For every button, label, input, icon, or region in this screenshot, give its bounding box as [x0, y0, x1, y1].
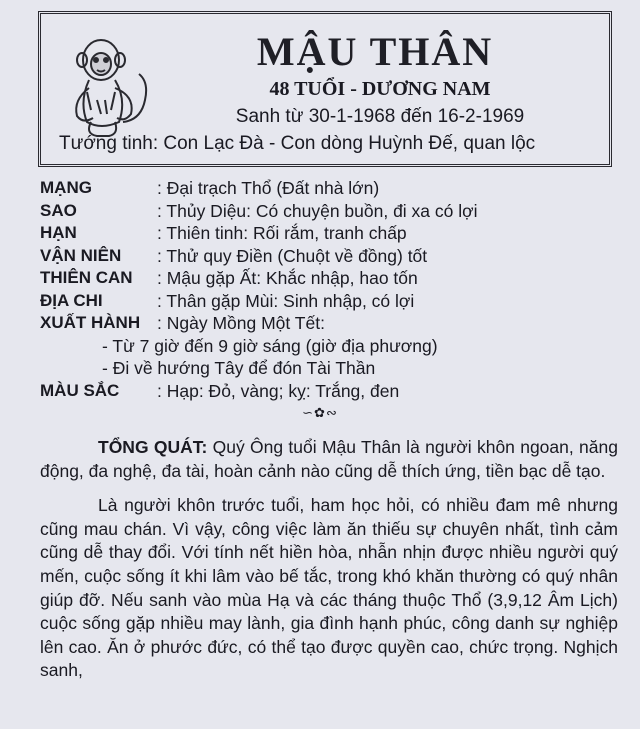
attr-value: : Hạp: Đỏ, vàng; kỵ: Trắng, đen — [157, 380, 400, 401]
attr-row-mau-sac — [40, 380, 620, 403]
attr-value: : Mậu gặp Ất: Khắc nhập, hao tốn — [157, 268, 418, 288]
attr-row-thien-can — [40, 267, 620, 290]
guardian-star: Tướng tinh: Con Lạc Đà - Con dòng Huỳnh Đế, quan lộc — [59, 133, 536, 154]
attr-key: SAO — [40, 200, 77, 220]
attr-value: : Thủy Diệu: Có chuyện buồn, đi xa có lợi — [157, 200, 478, 221]
attr-key: VẬN NIÊN — [40, 245, 122, 265]
overview-lead: TỔNG QUÁT: — [98, 437, 208, 457]
attr-value: : Ngày Mồng Một Tết: — [157, 313, 325, 333]
attr-key: XUẤT HÀNH — [40, 313, 141, 332]
attr-value: : Thiên tinh: Rối rắm, tranh chấp — [157, 223, 407, 243]
page-title: MẬU THÂN — [256, 29, 494, 74]
attr-row-sao — [40, 200, 620, 223]
attr-key: MẠNG — [40, 178, 92, 197]
attr-value: : Thử quy Điền (Chuột về đồng) tốt — [157, 245, 428, 266]
paragraph-overview — [40, 436, 618, 483]
header-box — [38, 11, 612, 167]
attr-key: ĐỊA CHI — [40, 290, 103, 310]
overview-text: Quý Ông tuổi Mậu Thân là người khôn ngoan, năng động, đa nghệ, đa tài, hoàn cảnh nào cũng dễ thích ứng, tiền bạc dễ tạo. — [40, 437, 618, 481]
attr-key: THIÊN CAN — [40, 268, 133, 287]
attributes-list — [40, 177, 620, 402]
attr-key: HẠN — [40, 223, 77, 242]
age-subtitle: 48 TUỔI - DƯƠNG NAM — [269, 78, 491, 100]
attr-row-mang — [40, 177, 620, 200]
attr-value: : Đại trạch Thổ (Đất nhà lớn) — [157, 178, 380, 198]
travel-detail: - Đi về hướng Tây để đón Tài Thần — [102, 358, 376, 378]
birth-range: Sanh từ 30-1-1968 đến 16-2-1969 — [235, 106, 525, 127]
body-text — [40, 436, 618, 694]
travel-detail: - Từ 7 giờ đến 9 giờ sáng (giờ địa phương) — [102, 335, 438, 356]
paragraph-character: Là người khôn trước tuổi, ham học hỏi, có nhiều đam mê nhưng cũng mau chán. Vì vậy, công việc làm ăn thiếu sự chuyên nhất, tình cảm cũng dễ thay đổi. Với tính nết hiền hòa, nhẫn nhịn được nhiều người quý mến, cuộc sống ít khi lâm vào bế tắc, trong khó khăn thường có quý nhân giúp đỡ. Nếu sanh vào mùa Hạ và các tháng thuộc Thổ (3,9,12 Âm Lịch) cuộc sống gặp nhiều may lành, gia đình hạnh phúc, công danh sự nghiệp lên cao. Ăn ở phước đức, có thể tạo được quyền cao, chức trọng. Nghịch sanh, — [40, 495, 618, 681]
ornament-divider: ∽✿∾ — [302, 405, 338, 420]
attr-key: MÀU SẮC — [40, 380, 120, 400]
attr-row-dia-chi — [40, 290, 620, 313]
attr-row-xuat-hanh — [40, 312, 620, 335]
attr-row-van-nien — [40, 245, 620, 268]
attr-row-han — [40, 222, 620, 245]
attr-value: : Thân gặp Mùi: Sinh nhập, có lợi — [157, 290, 415, 311]
